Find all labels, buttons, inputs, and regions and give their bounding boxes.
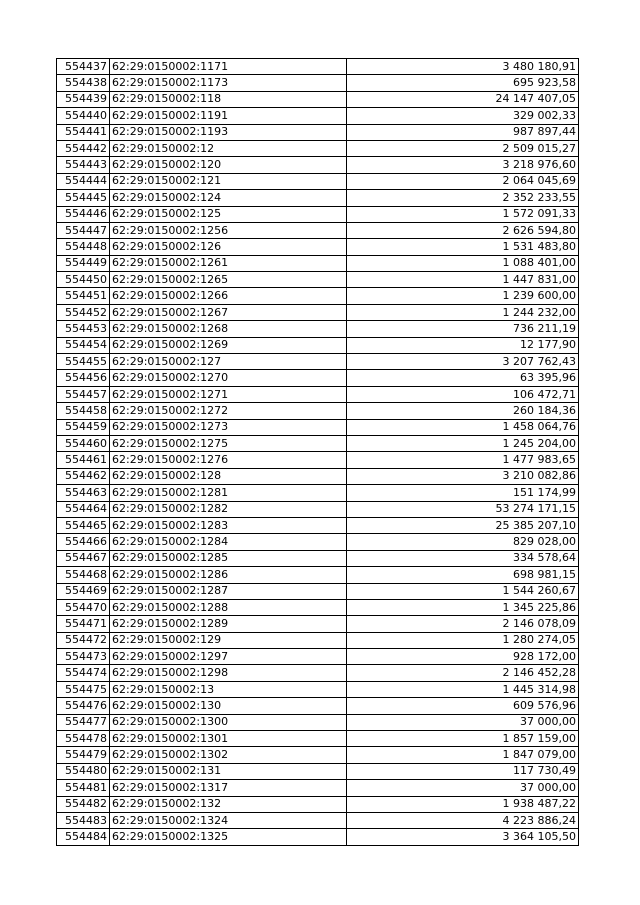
cadastral-number-cell: 62:29:0150002:1325	[110, 829, 347, 845]
row-number-cell: 554479	[57, 747, 110, 763]
cadastral-value-cell: 63 395,96	[347, 370, 579, 386]
cadastral-value-cell: 24 147 407,05	[347, 91, 579, 107]
row-number-cell: 554446	[57, 206, 110, 222]
table-row	[57, 370, 579, 386]
cadastral-number-cell: 62:29:0150002:125	[110, 206, 347, 222]
cadastral-value-cell: 829 028,00	[347, 534, 579, 550]
row-number-cell: 554474	[57, 665, 110, 681]
row-number-cell: 554471	[57, 616, 110, 632]
cadastral-value-cell: 329 002,33	[347, 108, 579, 124]
row-number-cell: 554441	[57, 124, 110, 140]
row-number-cell: 554439	[57, 91, 110, 107]
row-number-cell: 554453	[57, 321, 110, 337]
cadastral-number-cell: 62:29:0150002:12	[110, 140, 347, 156]
cadastral-value-cell: 1 857 159,00	[347, 731, 579, 747]
cadastral-value-cell: 928 172,00	[347, 649, 579, 665]
cadastral-number-cell: 62:29:0150002:1273	[110, 419, 347, 435]
cadastral-number-cell: 62:29:0150002:1285	[110, 550, 347, 566]
cadastral-value-cell: 2 146 452,28	[347, 665, 579, 681]
cadastral-value-cell: 698 981,15	[347, 567, 579, 583]
cadastral-value-cell: 1 245 204,00	[347, 435, 579, 451]
row-number-cell: 554478	[57, 731, 110, 747]
row-number-cell: 554455	[57, 354, 110, 370]
cadastral-value-cell: 695 923,58	[347, 75, 579, 91]
row-number-cell: 554475	[57, 681, 110, 697]
cadastral-value-cell: 2 352 233,55	[347, 190, 579, 206]
table-row	[57, 681, 579, 697]
row-number-cell: 554456	[57, 370, 110, 386]
cadastral-number-cell: 62:29:0150002:121	[110, 173, 347, 189]
cadastral-number-cell: 62:29:0150002:1268	[110, 321, 347, 337]
cadastral-number-cell: 62:29:0150002:1271	[110, 386, 347, 402]
table-row	[57, 747, 579, 763]
cadastral-number-cell: 62:29:0150002:1266	[110, 288, 347, 304]
row-number-cell: 554447	[57, 222, 110, 238]
cadastral-value-table	[56, 58, 579, 846]
cadastral-value-cell: 1 280 274,05	[347, 632, 579, 648]
table-row	[57, 796, 579, 812]
cadastral-value-cell: 3 480 180,91	[347, 59, 579, 75]
table-row	[57, 288, 579, 304]
cadastral-value-cell: 3 210 082,86	[347, 468, 579, 484]
cadastral-number-cell: 62:29:0150002:129	[110, 632, 347, 648]
row-number-cell: 554438	[57, 75, 110, 91]
row-number-cell: 554451	[57, 288, 110, 304]
table-row	[57, 534, 579, 550]
cadastral-value-cell: 4 223 886,24	[347, 812, 579, 828]
cadastral-value-cell: 1 458 064,76	[347, 419, 579, 435]
cadastral-value-cell: 37 000,00	[347, 714, 579, 730]
row-number-cell: 554444	[57, 173, 110, 189]
cadastral-number-cell: 62:29:0150002:132	[110, 796, 347, 812]
cadastral-number-cell: 62:29:0150002:1276	[110, 452, 347, 468]
cadastral-value-cell: 37 000,00	[347, 780, 579, 796]
cadastral-number-cell: 62:29:0150002:1289	[110, 616, 347, 632]
row-number-cell: 554473	[57, 649, 110, 665]
row-number-cell: 554465	[57, 517, 110, 533]
row-number-cell: 554468	[57, 567, 110, 583]
table-row	[57, 239, 579, 255]
table-row	[57, 337, 579, 353]
cadastral-value-cell: 151 174,99	[347, 485, 579, 501]
cadastral-value-cell: 2 626 594,80	[347, 222, 579, 238]
table-row	[57, 452, 579, 468]
cadastral-number-cell: 62:29:0150002:1270	[110, 370, 347, 386]
cadastral-value-cell: 1 531 483,80	[347, 239, 579, 255]
table-body	[57, 59, 579, 846]
row-number-cell: 554460	[57, 435, 110, 451]
cadastral-number-cell: 62:29:0150002:1317	[110, 780, 347, 796]
table-row	[57, 829, 579, 845]
table-row	[57, 190, 579, 206]
row-number-cell: 554476	[57, 698, 110, 714]
cadastral-number-cell: 62:29:0150002:1287	[110, 583, 347, 599]
cadastral-number-cell: 62:29:0150002:130	[110, 698, 347, 714]
cadastral-value-cell: 1 544 260,67	[347, 583, 579, 599]
cadastral-value-cell: 106 472,71	[347, 386, 579, 402]
table-row	[57, 386, 579, 402]
row-number-cell: 554442	[57, 140, 110, 156]
table-row	[57, 698, 579, 714]
row-number-cell: 554458	[57, 403, 110, 419]
cadastral-number-cell: 62:29:0150002:13	[110, 681, 347, 697]
cadastral-number-cell: 62:29:0150002:128	[110, 468, 347, 484]
cadastral-number-cell: 62:29:0150002:127	[110, 354, 347, 370]
table-row	[57, 255, 579, 271]
cadastral-number-cell: 62:29:0150002:1191	[110, 108, 347, 124]
row-number-cell: 554466	[57, 534, 110, 550]
cadastral-number-cell: 62:29:0150002:1302	[110, 747, 347, 763]
table-row	[57, 435, 579, 451]
cadastral-number-cell: 62:29:0150002:1298	[110, 665, 347, 681]
cadastral-number-cell: 62:29:0150002:1283	[110, 517, 347, 533]
table-row	[57, 157, 579, 173]
row-number-cell: 554462	[57, 468, 110, 484]
table-row	[57, 812, 579, 828]
table-row	[57, 665, 579, 681]
table-row	[57, 173, 579, 189]
cadastral-value-cell: 53 274 171,15	[347, 501, 579, 517]
cadastral-value-cell: 2 146 078,09	[347, 616, 579, 632]
cadastral-number-cell: 62:29:0150002:1286	[110, 567, 347, 583]
cadastral-number-cell: 62:29:0150002:1265	[110, 272, 347, 288]
table-row	[57, 419, 579, 435]
row-number-cell: 554452	[57, 304, 110, 320]
cadastral-value-cell: 2 064 045,69	[347, 173, 579, 189]
row-number-cell: 554445	[57, 190, 110, 206]
cadastral-number-cell: 62:29:0150002:1300	[110, 714, 347, 730]
cadastral-number-cell: 62:29:0150002:126	[110, 239, 347, 255]
cadastral-value-cell: 1 477 983,65	[347, 452, 579, 468]
row-number-cell: 554457	[57, 386, 110, 402]
cadastral-value-cell: 1 088 401,00	[347, 255, 579, 271]
row-number-cell: 554463	[57, 485, 110, 501]
cadastral-value-cell: 1 847 079,00	[347, 747, 579, 763]
table-row	[57, 91, 579, 107]
table-row	[57, 616, 579, 632]
row-number-cell: 554481	[57, 780, 110, 796]
table-row	[57, 714, 579, 730]
table-row	[57, 550, 579, 566]
table-row	[57, 222, 579, 238]
cadastral-value-cell: 987 897,44	[347, 124, 579, 140]
table-row	[57, 206, 579, 222]
table-row	[57, 124, 579, 140]
row-number-cell: 554450	[57, 272, 110, 288]
cadastral-number-cell: 62:29:0150002:1171	[110, 59, 347, 75]
cadastral-number-cell: 62:29:0150002:131	[110, 763, 347, 779]
row-number-cell: 554461	[57, 452, 110, 468]
table-row	[57, 468, 579, 484]
cadastral-number-cell: 62:29:0150002:120	[110, 157, 347, 173]
cadastral-number-cell: 62:29:0150002:1284	[110, 534, 347, 550]
cadastral-value-cell: 12 177,90	[347, 337, 579, 353]
table-row	[57, 75, 579, 91]
cadastral-number-cell: 62:29:0150002:1301	[110, 731, 347, 747]
cadastral-value-cell: 1 938 487,22	[347, 796, 579, 812]
cadastral-number-cell: 62:29:0150002:1281	[110, 485, 347, 501]
row-number-cell: 554459	[57, 419, 110, 435]
cadastral-number-cell: 62:29:0150002:1275	[110, 435, 347, 451]
table-row	[57, 583, 579, 599]
row-number-cell: 554449	[57, 255, 110, 271]
cadastral-value-cell: 334 578,64	[347, 550, 579, 566]
row-number-cell: 554469	[57, 583, 110, 599]
cadastral-number-cell: 62:29:0150002:1324	[110, 812, 347, 828]
row-number-cell: 554464	[57, 501, 110, 517]
table-row	[57, 517, 579, 533]
cadastral-value-cell: 3 364 105,50	[347, 829, 579, 845]
cadastral-number-cell: 62:29:0150002:118	[110, 91, 347, 107]
cadastral-number-cell: 62:29:0150002:1267	[110, 304, 347, 320]
table-row	[57, 763, 579, 779]
cadastral-number-cell: 62:29:0150002:124	[110, 190, 347, 206]
cadastral-number-cell: 62:29:0150002:1288	[110, 599, 347, 615]
cadastral-value-cell: 736 211,19	[347, 321, 579, 337]
cadastral-value-cell: 1 244 232,00	[347, 304, 579, 320]
cadastral-value-cell: 1 345 225,86	[347, 599, 579, 615]
table-row	[57, 599, 579, 615]
cadastral-value-cell: 1 447 831,00	[347, 272, 579, 288]
cadastral-number-cell: 62:29:0150002:1282	[110, 501, 347, 517]
cadastral-number-cell: 62:29:0150002:1272	[110, 403, 347, 419]
cadastral-value-cell: 2 509 015,27	[347, 140, 579, 156]
table-row	[57, 140, 579, 156]
cadastral-number-cell: 62:29:0150002:1297	[110, 649, 347, 665]
cadastral-number-cell: 62:29:0150002:1193	[110, 124, 347, 140]
cadastral-value-cell: 117 730,49	[347, 763, 579, 779]
cadastral-value-cell: 25 385 207,10	[347, 517, 579, 533]
cadastral-number-cell: 62:29:0150002:1256	[110, 222, 347, 238]
table-row	[57, 272, 579, 288]
table-row	[57, 731, 579, 747]
table-row	[57, 59, 579, 75]
table-row	[57, 632, 579, 648]
table-row	[57, 649, 579, 665]
row-number-cell: 554482	[57, 796, 110, 812]
row-number-cell: 554477	[57, 714, 110, 730]
cadastral-number-cell: 62:29:0150002:1173	[110, 75, 347, 91]
table-row	[57, 780, 579, 796]
row-number-cell: 554483	[57, 812, 110, 828]
row-number-cell: 554440	[57, 108, 110, 124]
row-number-cell: 554443	[57, 157, 110, 173]
row-number-cell: 554470	[57, 599, 110, 615]
row-number-cell: 554480	[57, 763, 110, 779]
row-number-cell: 554454	[57, 337, 110, 353]
row-number-cell: 554472	[57, 632, 110, 648]
table-row	[57, 403, 579, 419]
cadastral-number-cell: 62:29:0150002:1261	[110, 255, 347, 271]
cadastral-value-cell: 1 239 600,00	[347, 288, 579, 304]
cadastral-number-cell: 62:29:0150002:1269	[110, 337, 347, 353]
cadastral-value-cell: 260 184,36	[347, 403, 579, 419]
table-row	[57, 304, 579, 320]
row-number-cell: 554467	[57, 550, 110, 566]
table-row	[57, 321, 579, 337]
row-number-cell: 554448	[57, 239, 110, 255]
row-number-cell: 554437	[57, 59, 110, 75]
table-row	[57, 501, 579, 517]
table-row	[57, 567, 579, 583]
table-row	[57, 108, 579, 124]
table-row	[57, 485, 579, 501]
cadastral-value-cell: 1 445 314,98	[347, 681, 579, 697]
cadastral-value-cell: 1 572 091,33	[347, 206, 579, 222]
row-number-cell: 554484	[57, 829, 110, 845]
cadastral-value-cell: 3 218 976,60	[347, 157, 579, 173]
cadastral-value-cell: 609 576,96	[347, 698, 579, 714]
cadastral-value-cell: 3 207 762,43	[347, 354, 579, 370]
table-row	[57, 354, 579, 370]
